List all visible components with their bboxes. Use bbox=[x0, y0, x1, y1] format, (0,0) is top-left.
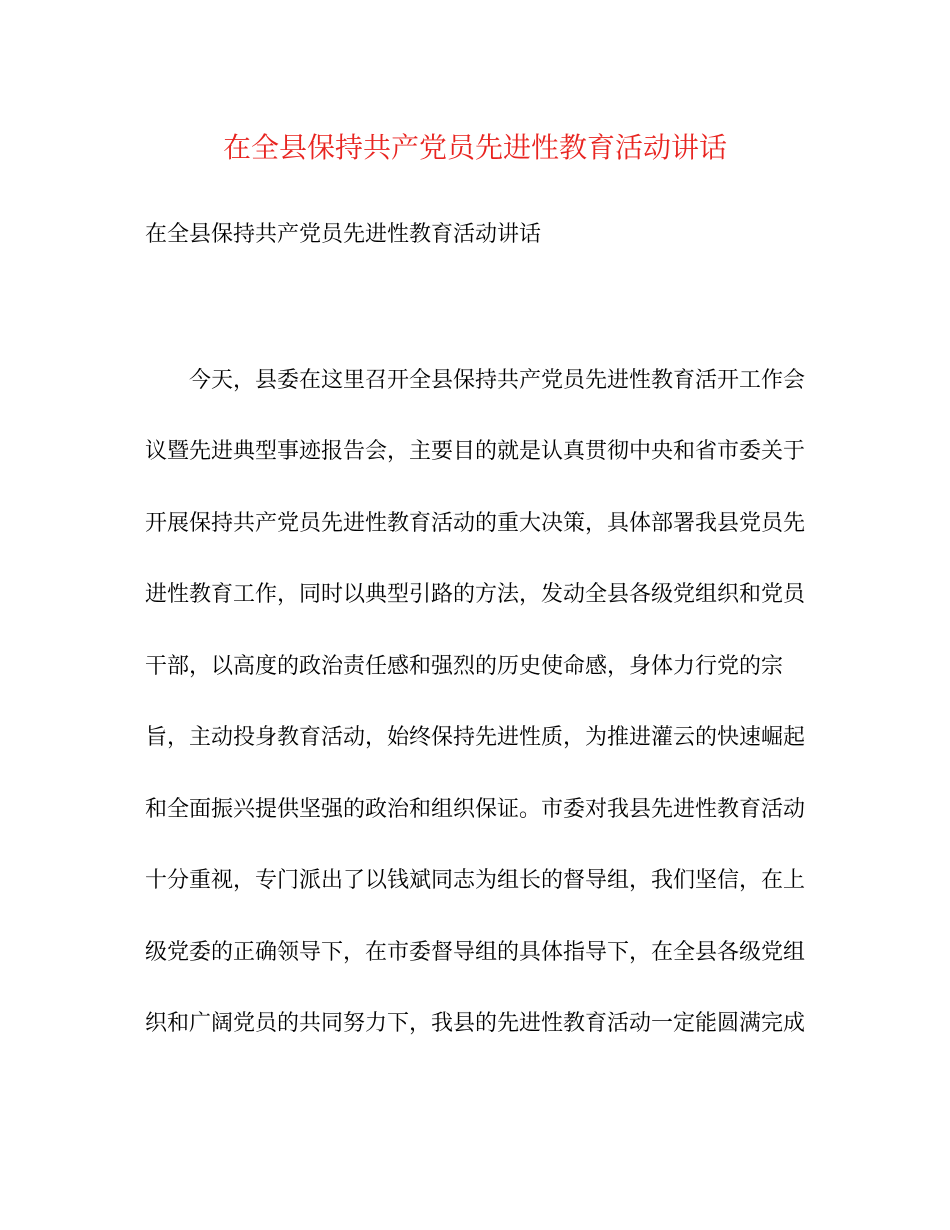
body-line: 级党委的正确领导下，在市委督导组的具体指导下，在全县各级党组 bbox=[145, 940, 806, 965]
body-line: 开展保持共产党员先进性教育活动的重大决策，具体部署我县党员先 bbox=[145, 511, 806, 536]
body-line: 织和广阔党员的共同努力下，我县的先进性教育活动一定能圆满完成 bbox=[145, 1011, 806, 1036]
body-line: 干部，以高度的政治责任感和强烈的历史使命感，身体力行党的宗 bbox=[145, 654, 784, 679]
document-subtitle: 在全县保持共产党员先进性教育活动讲话 bbox=[145, 222, 542, 247]
body-line: 旨，主动投身教育活动，始终保持先进性质，为推进灌云的快速崛起 bbox=[145, 725, 806, 750]
body-line: 议暨先进典型事迹报告会，主要目的就是认真贯彻中央和省市委关于 bbox=[145, 439, 806, 464]
body-line: 和全面振兴提供坚强的政治和组织保证。市委对我县先进性教育活动 bbox=[145, 797, 806, 822]
body-line: 十分重视，专门派出了以钱斌同志为组长的督导组，我们坚信，在上 bbox=[145, 868, 806, 893]
body-line: 今天，县委在这里召开全县保持共产党员先进性教育活开工作会 bbox=[189, 368, 806, 393]
body-line: 进性教育工作，同时以典型引路的方法，发动全县各级党组织和党员 bbox=[145, 582, 806, 607]
document-title: 在全县保持共产党员先进性教育活动讲话 bbox=[222, 131, 727, 164]
